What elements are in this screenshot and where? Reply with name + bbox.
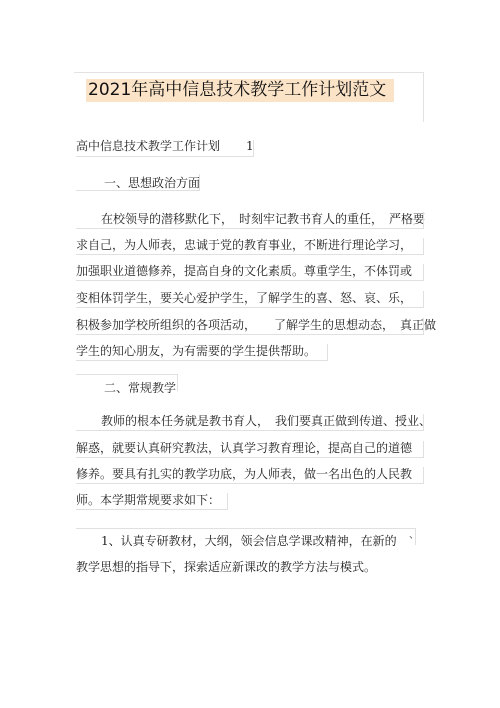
- section1-line-5-rule: [76, 318, 424, 335]
- section2-line-2: 解惑，就要认真研究教法，认真学习教育理论，提高自己的道德: [76, 441, 413, 455]
- section2-line-3-rule: [76, 467, 424, 484]
- section2-line-4: 师。本学期常规要求如下：: [76, 493, 221, 507]
- section1-heading-rule: [76, 174, 200, 191]
- section1-line-5: 积极参加学校所组织的各项活动， 了解学生的思想动态， 真正做: [76, 318, 437, 332]
- section1-line-4: 变相体罚学生，要关心爱护学生，了解学生的喜、怒、哀、乐，: [76, 291, 413, 305]
- section2-line-1: 教师的根本任务就是教书育人， 我们要真正做到传道、授业、: [101, 414, 432, 428]
- item1-line-1-rule: [76, 528, 416, 545]
- section2-heading-rule: [76, 374, 178, 391]
- section1-line-1: 在校领导的潜移默化下， 时刻牢记教书育人的重任， 严格要: [101, 212, 426, 226]
- section1-line-4-rule: [76, 291, 424, 308]
- subtitle-number: 1: [246, 139, 254, 153]
- item1-line-1: 1、认真专研教材，大纲，领会信息学课改精神，在新的: [101, 534, 397, 548]
- section1-line-6: 学生的知心朋友，为有需要的学生提供帮助。: [76, 344, 317, 358]
- section1-line-6-rule: [76, 344, 328, 361]
- section2-line-4-rule: [76, 493, 228, 510]
- section2-heading: 二、常规教学: [104, 381, 177, 395]
- stray-mark: 、: [409, 530, 419, 541]
- item1-line-2: 教学思想的指导下，探索适应新课改的教学方法与模式。: [76, 560, 377, 574]
- subtitle-underline: [76, 140, 254, 157]
- section1-line-3: 加强职业道德修养，提高自身的文化素质。尊重学生，不体罚或: [76, 264, 413, 278]
- section2-line-1-rule: [76, 414, 424, 431]
- section1-line-1-rule: [76, 212, 424, 229]
- section1-line-2: 求自己，为人师表，忠诚于党的教育事业，不断进行理论学习，: [76, 238, 413, 252]
- section1-heading: 一、思想政治方面: [104, 176, 201, 190]
- section2-line-2-rule: [76, 441, 424, 458]
- section1-line-2-rule: [76, 238, 424, 255]
- section2-line-3: 修养。要具有扎实的教学功底，为人师表，做一名出色的人民教: [76, 467, 413, 481]
- document-title: 2021年高中信息技术教学工作计划范文: [86, 79, 394, 102]
- document-subtitle: 高中信息技术教学工作计划: [76, 139, 221, 153]
- section1-line-3-rule: [76, 264, 424, 281]
